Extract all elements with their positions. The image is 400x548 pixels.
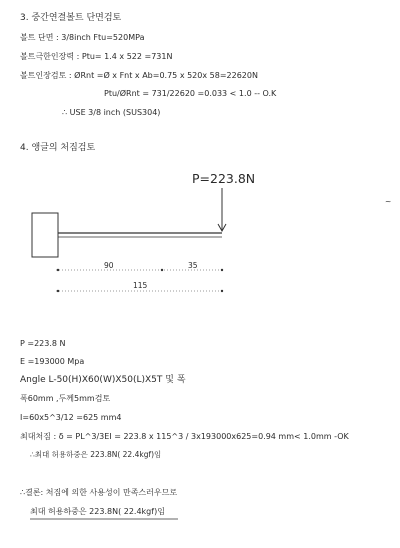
bolt-capacity-line: 볼트극한인장력 : Ptu= 1.4 x 522 =731N — [20, 52, 173, 61]
max-load-line: ∴최대 허용하중은 223.8N( 22.4kgf)임 — [30, 450, 162, 459]
dimension-tick-mid — [161, 269, 163, 271]
margin-mark: ~ — [385, 197, 392, 206]
load-label: P=223.8N — [192, 171, 256, 186]
dimension-total-tick-start — [57, 290, 59, 292]
ratio-check-line: Ptu/ØRnt = 731/22620 =0.033 < 1.0 -- O.K — [104, 89, 277, 98]
wall-support — [32, 213, 58, 257]
conclusion-final-line: 최대 허용하중은 223.8N( 22.4kgf)임 — [30, 507, 165, 516]
deflection-line: 최대처짐 : δ = PL^3/3EI = 223.8 x 115^3 / 3x193000x625=0.94 mm< 1.0mm -OK — [20, 432, 349, 441]
load-value-line: P =223.8 N — [20, 339, 66, 348]
section4-title: 4. 앵글의 처짐검토 — [20, 143, 96, 153]
dimension-tick-start — [57, 269, 59, 271]
inertia-line: I=60x5^3/12 =625 mm4 — [20, 413, 122, 422]
dimension-label-90: 90 — [104, 261, 114, 270]
conclusion-line: ∴결론: 처짐에 의한 사용성이 만족스러우므로 — [20, 488, 178, 497]
bolt-spec-line: 볼트 단면 : 3/8inch Ftu=520MPa — [20, 33, 145, 42]
width-thickness-line: 폭60mm ,두께5mm검토 — [20, 394, 111, 403]
dimension-tick-end — [221, 269, 223, 271]
angle-spec-line: Angle L-50(H)X60(W)X50(L)X5T 및 폭 — [20, 375, 186, 385]
use-note-line: ∴ USE 3/8 inch (SUS304) — [62, 108, 161, 117]
modulus-line: E =193000 Mpa — [20, 357, 85, 366]
dimension-label-115: 115 — [133, 281, 148, 290]
dimension-label-35: 35 — [188, 261, 198, 270]
bolt-tension-check-line: 볼트인장검토 : ØRnt =Ø x Fnt x Ab=0.75 x 520x 58=22620N — [20, 71, 258, 80]
dimension-total-tick-end — [221, 290, 223, 292]
section3-title: 3. 중간연결볼트 단면검토 — [20, 13, 122, 23]
